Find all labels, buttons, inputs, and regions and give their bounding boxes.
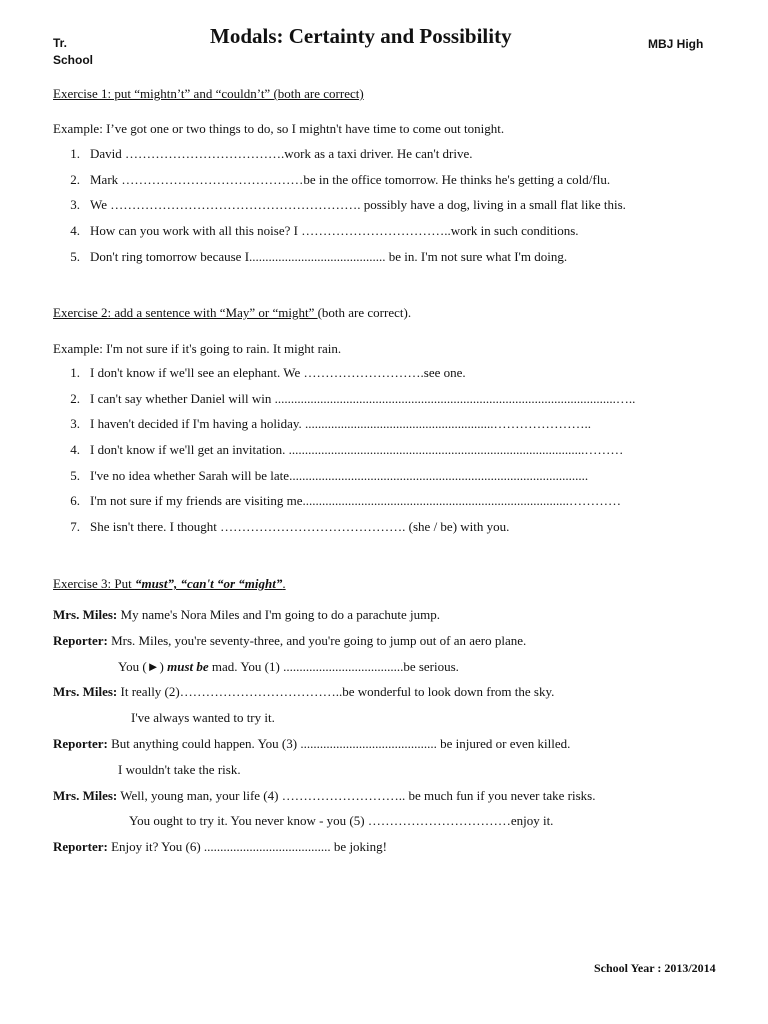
item-text: I've no idea whether Sarah will be late............................................................................................ [90, 468, 589, 483]
exercise3-heading [53, 576, 286, 592]
exercise1-item [64, 146, 473, 162]
exercise2-heading: Exercise 2: add a sentence with “May” or “might” [53, 305, 318, 320]
dialogue-line [53, 839, 387, 855]
exercise1-example: Example: I’ve got one or two things to do, so I mightn't have time to come out tonight. [53, 121, 505, 136]
dialogue-line [118, 762, 241, 778]
speaker-label: Mrs. Miles: [53, 607, 118, 622]
exercise1-item [64, 197, 626, 213]
exercise2-item [64, 416, 591, 432]
dialogue-line [53, 788, 595, 804]
item-number: 2. [70, 391, 80, 406]
item-text: David ……………………………….work as a taxi driver. He can't drive. [90, 146, 473, 161]
exercise2-item [64, 391, 635, 407]
exercise2-item [64, 365, 466, 381]
exercise1-item [64, 249, 567, 265]
header-left-line1: Tr. [53, 36, 68, 50]
dialogue-text-pre: You (►) [118, 659, 168, 674]
dialogue-text: Well, young man, your life (4) ……………………….. be much fun if you never take risks. [117, 788, 596, 803]
header-right: MBJ High [648, 37, 704, 51]
example-answer: must be [167, 659, 209, 674]
dialogue-line [53, 684, 554, 700]
dialogue-line [118, 659, 459, 675]
item-number: 4. [70, 223, 80, 238]
dialogue-text-post: mad. You (1) .....................................be serious. [208, 659, 459, 674]
item-number: 6. [70, 493, 80, 508]
header-left-line2: School [53, 53, 94, 67]
dialogue-text: But anything could happen. You (3) .......................................... be injured or even killed. [107, 736, 571, 751]
item-text: I haven't decided if I'm having a holiday. ..........................................................………………….. [90, 416, 592, 431]
item-text: I don't know if we'll see an elephant. We ……………………….see one. [90, 365, 466, 380]
item-number: 3. [70, 197, 80, 212]
exercise3-heading-end: . [282, 576, 286, 591]
item-number: 4. [70, 442, 80, 457]
exercise1-heading: Exercise 1: put “mightn’t” and “couldn’t” (both are correct) [53, 86, 364, 101]
exercise2-item [64, 493, 621, 509]
item-number: 1. [70, 146, 80, 161]
dialogue-text: I've always wanted to try it. [131, 710, 275, 725]
speaker-label: Mrs. Miles: [53, 684, 118, 699]
exercise2-item [64, 519, 509, 535]
exercise3-heading-plain: Exercise 3: Put [53, 576, 135, 591]
item-number: 2. [70, 172, 80, 187]
item-number: 1. [70, 365, 80, 380]
exercise3-heading-modals: “must”, “can't “or “might” [134, 576, 283, 591]
dialogue-line [53, 607, 440, 623]
header-left [53, 35, 93, 69]
item-number: 5. [70, 468, 80, 483]
school-year: School Year : 2013/2014 [594, 961, 716, 975]
dialogue-text: I wouldn't take the risk. [118, 762, 241, 777]
dialogue-text: My name's Nora Miles and I'm going to do a parachute jump. [117, 607, 441, 622]
item-text: How can you work with all this noise? I ……………………………..work in such conditions. [90, 223, 579, 238]
item-number: 5. [70, 249, 80, 264]
dialogue-line [53, 736, 570, 752]
dialogue-text: You ought to try it. You never know - you (5) ……………………………enjoy it. [129, 813, 554, 828]
exercise2-item [64, 468, 588, 484]
dialogue-text: Mrs. Miles, you're seventy-three, and you're going to jump out of an aero plane. [107, 633, 527, 648]
item-text: I'm not sure if my friends are visiting me..................................................................................………… [90, 493, 621, 508]
item-text: Don't ring tomorrow because I.......................................... be in. I'm not sure what I'm doing. [90, 249, 568, 264]
exercise2-example: Example: I'm not sure if it's going to rain. It might rain. [53, 341, 342, 356]
page-title: Modals: Certainty and Possibility [210, 24, 512, 48]
item-text: I don't know if we'll get an invitation. ...........................................................................................……… [90, 442, 624, 457]
item-text: She isn't there. I thought ……………………………………. (she / be) with you. [90, 519, 510, 534]
dialogue-line [129, 813, 553, 829]
speaker-label: Reporter: [53, 736, 108, 751]
speaker-label: Reporter: [53, 633, 108, 648]
dialogue-text: Enjoy it? You (6) ....................................... be joking! [107, 839, 387, 854]
item-text: Mark ……………………………………be in the office tomorrow. He thinks he's getting a cold/flu. [90, 172, 611, 187]
item-text: We …………………………………………………. possibly have a dog, living in a small flat like this. [90, 197, 626, 212]
dialogue-text: It really (2)………………………………..be wonderful to look down from the sky. [117, 684, 555, 699]
exercise1-item [64, 172, 610, 188]
exercise2-heading-line [53, 305, 411, 321]
speaker-label: Reporter: [53, 839, 108, 854]
item-number: 7. [70, 519, 80, 534]
exercise2-heading-tail: (both are correct). [317, 305, 412, 320]
speaker-label: Mrs. Miles: [53, 788, 118, 803]
item-number: 3. [70, 416, 80, 431]
exercise1-item [64, 223, 579, 239]
dialogue-line [53, 633, 526, 649]
dialogue-line [131, 710, 275, 726]
exercise2-item [64, 442, 623, 458]
item-text: I can't say whether Daniel will win .........................................................................................................….. [90, 391, 636, 406]
